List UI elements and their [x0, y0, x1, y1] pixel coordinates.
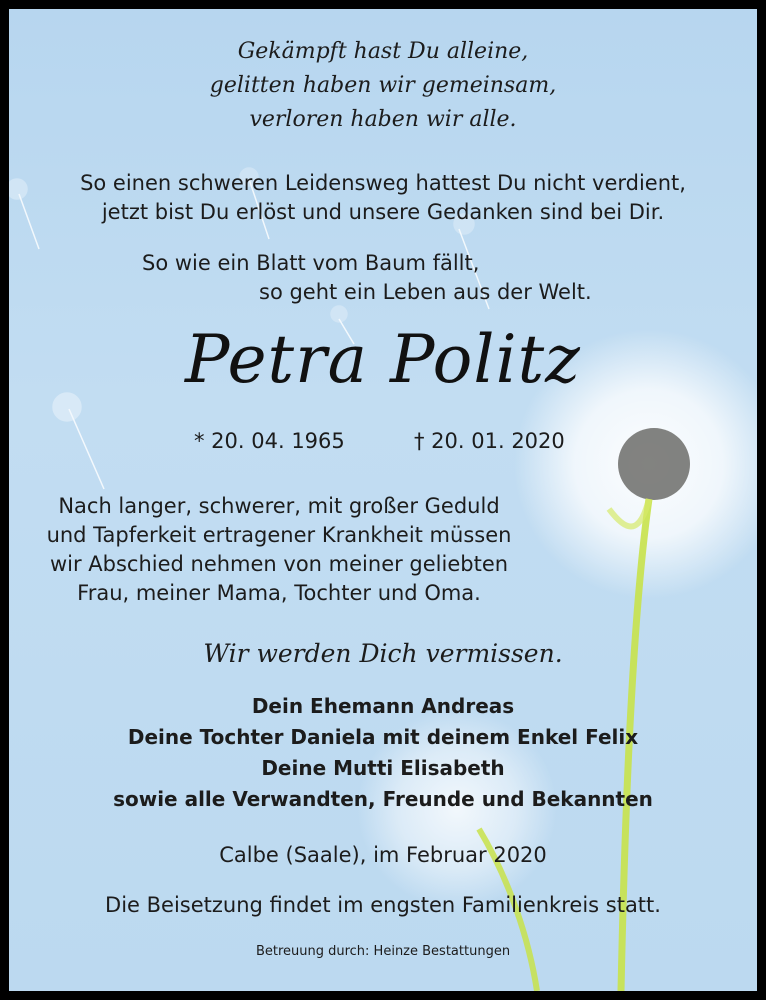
mourner-line: Deine Tochter Daniela mit deinem Enkel Felix	[127, 725, 639, 749]
undertaker-credit: Betreuung durch: Heinze Bestattungen	[255, 944, 511, 959]
mourners-list	[9, 691, 757, 815]
verse-line: So einen schweren Leidensweg hattest Du nicht verdient,	[80, 171, 686, 195]
message-line: wir Abschied nehmen von meiner geliebten	[49, 552, 509, 576]
verse-line: So wie ein Blatt vom Baum fällt,	[142, 251, 480, 275]
deceased-name: Petra Politz	[185, 321, 581, 398]
quote-line: gelitten haben wir gemeinsam,	[209, 73, 557, 98]
farewell-message	[9, 492, 549, 608]
dandelion-seed-center	[618, 428, 690, 500]
quote-line: Gekämpft hast Du alleine,	[237, 39, 529, 64]
message-line: Frau, meiner Mama, Tochter und Oma.	[77, 581, 481, 605]
miss-you-line: Wir werden Dich vermissen.	[203, 639, 563, 668]
opening-quote	[9, 35, 757, 137]
place-and-date: Calbe (Saale), im Februar 2020	[219, 843, 547, 867]
obituary-notice	[9, 9, 757, 991]
mourner-line: sowie alle Verwandten, Freunde und Bekannten	[113, 787, 653, 811]
verse-leidensweg	[9, 169, 757, 227]
birth-date: * 20. 04. 1965	[194, 429, 345, 453]
message-line: Nach langer, schwerer, mit großer Geduld	[58, 494, 500, 518]
message-line: und Tapferkeit ertragener Krankheit müssen	[46, 523, 512, 547]
death-date: † 20. 01. 2020	[414, 429, 565, 453]
quote-line: verloren haben wir alle.	[249, 107, 517, 132]
funeral-note: Die Beisetzung findet im engsten Familienkreis statt.	[105, 893, 661, 917]
mourner-line: Dein Ehemann Andreas	[251, 694, 515, 718]
verse-line: so geht ein Leben aus der Welt.	[259, 280, 592, 304]
mourner-line: Deine Mutti Elisabeth	[261, 756, 505, 780]
verse-line: jetzt bist Du erlöst und unsere Gedanken sind bei Dir.	[101, 200, 665, 224]
verse-blatt	[9, 249, 757, 307]
